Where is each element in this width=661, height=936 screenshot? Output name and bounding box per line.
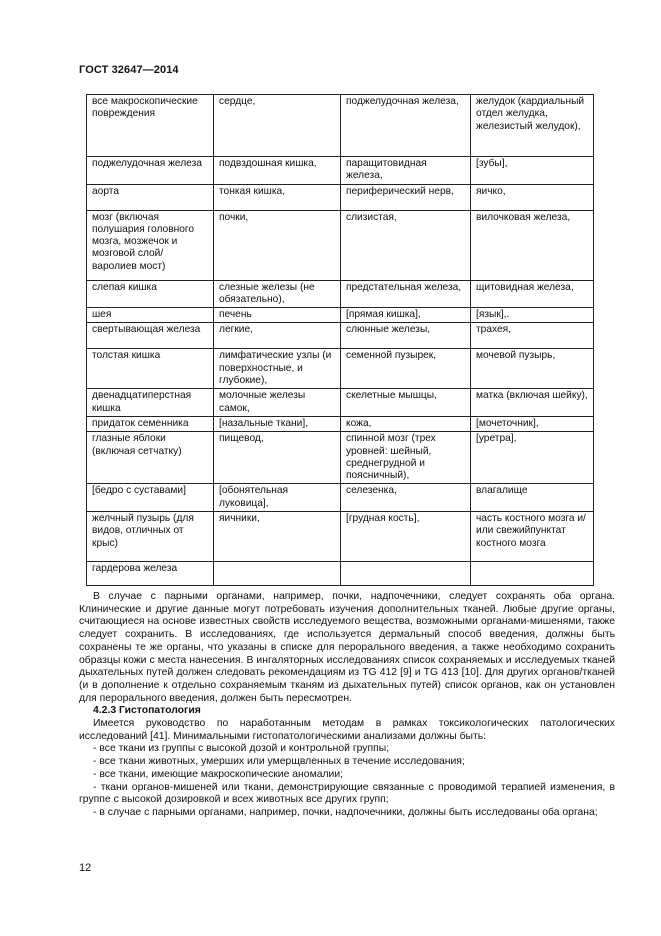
table-cell: спинной мозг (трех уровней: шейный, среднегрудной и поясничный), <box>341 432 471 484</box>
table-row <box>87 157 594 185</box>
table-cell: селезенка, <box>341 484 471 512</box>
table-cell: трахея, <box>471 323 594 349</box>
table-cell: шея <box>87 308 214 323</box>
table-cell <box>471 562 594 586</box>
table-row <box>87 484 594 512</box>
table-cell: влагалище <box>471 484 594 512</box>
table-cell: матка (включая шейку), <box>471 389 594 417</box>
table-cell: щитовидная железа, <box>471 280 594 308</box>
list-item: - в случае с парными органами, например, почки, надпочечники, должны быть исследованы оба органа; <box>93 806 598 818</box>
table-cell: периферический нерв, <box>341 184 471 210</box>
table-row <box>87 562 594 586</box>
table-row <box>87 389 594 417</box>
table-cell: почки, <box>214 210 341 280</box>
table-cell: [уретра], <box>471 432 594 484</box>
table-cell: подвздошная кишка, <box>214 157 341 185</box>
table-cell: семенной пузырек, <box>341 349 471 389</box>
table-cell: [зубы], <box>471 157 594 185</box>
table-cell: мочевой пузырь, <box>471 349 594 389</box>
table-cell: паращитовидная железа, <box>341 157 471 185</box>
list-item: - все ткани животных, умерших или умерщвленных в течение исследования; <box>93 756 465 768</box>
table-cell: мозг (включая полушария головного мозга, мозжечок и мозговой слой/ варолиев мост) <box>87 210 214 280</box>
table-cell: слизистая, <box>341 210 471 280</box>
table-cell: свертывающая железа <box>87 323 214 349</box>
table-cell: печень <box>214 308 341 323</box>
table-cell: слезные железы (не обязательно), <box>214 280 341 308</box>
table-cell: предстательная железа, <box>341 280 471 308</box>
table-cell: желчный пузырь (для видов, отличных от крыс) <box>87 512 214 562</box>
table-cell: гардерова железа <box>87 562 214 586</box>
table-cell: [язык],. <box>471 308 594 323</box>
table-cell: желудок (кардиальный отдел желудка, железистый желудок), <box>471 95 594 157</box>
table-cell: [грудная кость], <box>341 512 471 562</box>
list-item: - все ткани из группы с высокой дозой и контрольной группы; <box>93 743 390 755</box>
table-row <box>87 210 594 280</box>
table-row <box>87 308 594 323</box>
table-cell: часть костного мозга и/или свежийпунктат костного мозга <box>471 512 594 562</box>
table-cell: сердце, <box>214 95 341 157</box>
table-cell: придаток семенника <box>87 416 214 431</box>
paragraph-histopathology: Имеется руководство по наработанным методам в рамках токсикологических патологических исследований [41]. Минимальными гистопатологическими анализами должны быть: <box>79 718 615 742</box>
table-cell: [мочеточник], <box>471 416 594 431</box>
table-cell: слепая кишка <box>87 280 214 308</box>
table-cell: поджелудочная железа <box>87 157 214 185</box>
table-row <box>87 416 594 431</box>
table-cell: яичники, <box>214 512 341 562</box>
table-cell: кожа, <box>341 416 471 431</box>
table-cell: все макроскопические повреждения <box>87 95 214 157</box>
table-row <box>87 349 594 389</box>
table-cell: пищевод, <box>214 432 341 484</box>
table-row <box>87 432 594 484</box>
document-header: ГОСТ 32647—2014 <box>79 64 179 76</box>
table-row <box>87 280 594 308</box>
organ-list-table <box>86 94 594 586</box>
table-cell: яичко, <box>471 184 594 210</box>
table-cell: [прямая кишка], <box>341 308 471 323</box>
table-cell: скелетные мышцы, <box>341 389 471 417</box>
table-cell: глазные яблоки (включая сетчатку) <box>87 432 214 484</box>
table-cell: слюнные железы, <box>341 323 471 349</box>
table-cell <box>214 562 341 586</box>
section-heading: 4.2.3 Гистопатология <box>93 705 201 717</box>
table-cell: толстая кишка <box>87 349 214 389</box>
table-cell: [обонятельная луковица], <box>214 484 341 512</box>
table-cell: [бедро с суставами] <box>87 484 214 512</box>
table-cell: аорта <box>87 184 214 210</box>
body-text <box>79 591 615 820</box>
table-cell: тонкая кишка, <box>214 184 341 210</box>
table-row <box>87 323 594 349</box>
table-cell: молочные железы самок, <box>214 389 341 417</box>
list-item: - все ткани, имеющие макроскопические аномалии; <box>93 768 344 780</box>
table-cell <box>341 562 471 586</box>
table-cell: лимфатические узлы (и поверхностные, и глубокие), <box>214 349 341 389</box>
table-cell: поджелудочная железа, <box>341 95 471 157</box>
page-number: 12 <box>79 862 92 874</box>
table-cell: легкие, <box>214 323 341 349</box>
table-cell: двенадцатиперстная кишка <box>87 389 214 417</box>
list-item: - ткани органов-мишеней или ткани, демонстрирующие связанные с проводимой терапией изменения, в группе с высокой дозировкой и всех животных все других групп; <box>79 781 615 806</box>
table-cell: [назальные ткани], <box>214 416 341 431</box>
paragraph-paired-organs: В случае с парными органами, например, почки, надпочечники, следует сохранять оба органа. Клинические и другие данные могут потребовать изучения дополнительных тканей. Любые другие органы, считающиеся на основе известных свойств исследуемого вещества, возможными органами-мишенями, также следует сохранить. В исследованиях, где используется дермальный способ введения, должны быть сохранены те же органы, что указаны в списке для перорального введения, а также необходимо сохранить образцы кожи с места нанесения. В ингаляторных исследованиях список сохраняемых и исследуемых тканей дыхательных путей должен следовать рекомендациям из TG 412 [9] и TG 413 [10]. Для других органов/тканей (и в дополнение к отдельно сохраняемым тканям из дыхательных путей) список органов, как он установлен для перорального введения, должен быть пересмотрен. <box>79 591 615 704</box>
table-row <box>87 512 594 562</box>
table-row <box>87 184 594 210</box>
table-row <box>87 95 594 157</box>
table-cell: вилочковая железа, <box>471 210 594 280</box>
